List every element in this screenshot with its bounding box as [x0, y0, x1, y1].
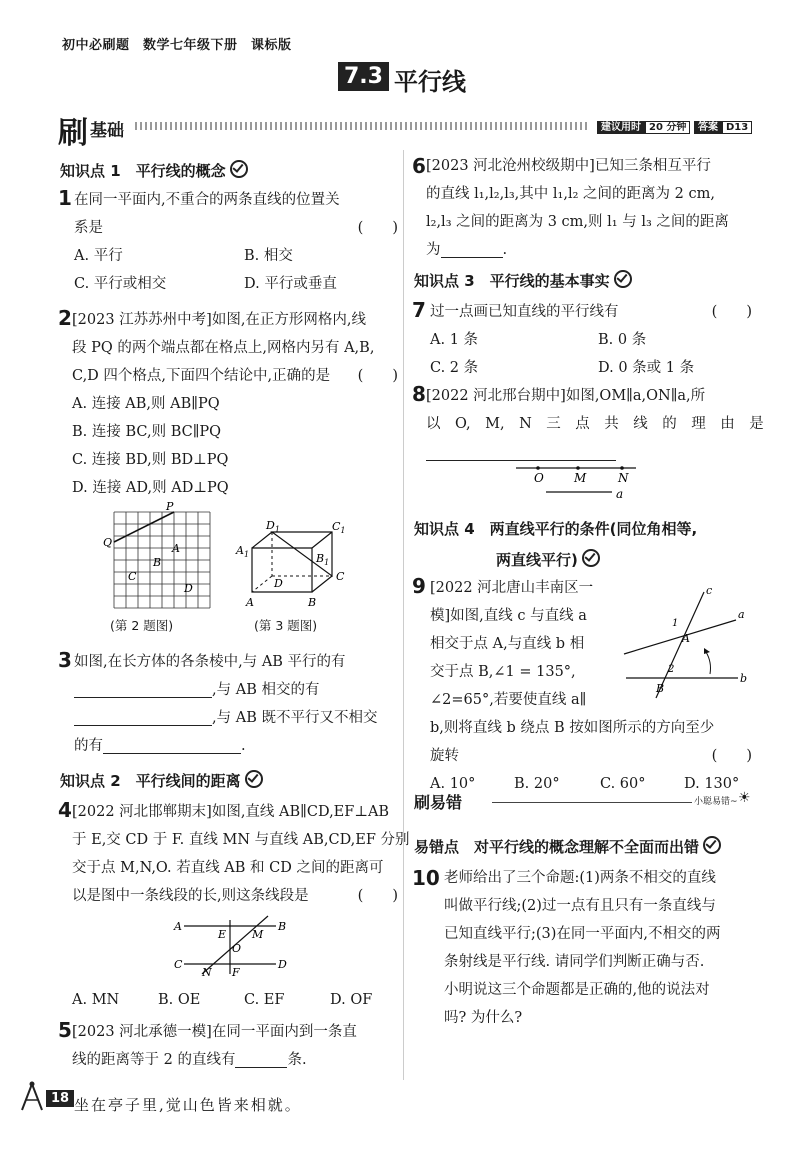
- option-a[interactable]: A. 连接 AB,则 AB∥PQ: [72, 396, 220, 412]
- answer-parenthesis[interactable]: ( ): [357, 220, 398, 236]
- label-b: B: [153, 556, 162, 569]
- knowledge-point-2: [60, 768, 263, 791]
- option-a[interactable]: A. 1 条: [430, 332, 479, 348]
- question-number: 1: [58, 186, 72, 210]
- question-number: 3: [58, 648, 72, 672]
- question-number: 9: [412, 574, 426, 598]
- footer-quote: 坐在亭子里,觉山色皆来相就。: [74, 1096, 302, 1114]
- q6-text-line4: 为: [426, 242, 441, 258]
- option-b[interactable]: B. OE: [158, 992, 201, 1008]
- label-o: O: [534, 471, 544, 485]
- bar-rule: [492, 802, 692, 803]
- question-6: [412, 152, 752, 264]
- question-number: 6: [412, 154, 426, 178]
- figure-3-cuboid: [232, 518, 354, 610]
- page-number: 18: [46, 1090, 74, 1107]
- q9-text-line5: ∠2=65°,若要使直线 a∥: [430, 692, 587, 708]
- question-number: 2: [58, 306, 72, 330]
- option-c[interactable]: C. 60°: [600, 776, 646, 792]
- option-d[interactable]: D. 130°: [684, 776, 740, 792]
- question-number: 10: [412, 866, 440, 890]
- label-f: F: [232, 966, 240, 979]
- answer-blank[interactable]: [74, 707, 212, 726]
- question-1: [58, 186, 398, 298]
- option-d[interactable]: D. 平行或垂直: [244, 276, 337, 292]
- figure-2-grid: [100, 500, 220, 612]
- option-a[interactable]: A. 10°: [430, 776, 476, 792]
- label-c: C: [336, 570, 345, 583]
- label-d: D: [184, 582, 193, 595]
- q1-text-line1: 在同一平面内,不重合的两条直线的位置关: [74, 192, 340, 208]
- label-d: D: [278, 958, 287, 971]
- question-7: [412, 298, 752, 382]
- question-number: 8: [412, 382, 426, 406]
- label-c1: $C_1$: [332, 520, 346, 535]
- answer-blank[interactable]: [74, 679, 212, 698]
- q2-text-line1: [2023 江苏苏州中考]如图,在正方形网格内,线: [72, 312, 367, 328]
- q10-text-line5: 小明说这三个命题都是正确的,他的说法对: [444, 982, 710, 998]
- option-c[interactable]: C. EF: [244, 992, 285, 1008]
- label-m: M: [252, 928, 264, 941]
- time-badge: [597, 118, 690, 135]
- option-c[interactable]: C. 2 条: [430, 360, 479, 376]
- question-4: [58, 798, 410, 910]
- figure-8-diagram: [506, 458, 646, 504]
- q5-text-line1: [2023 河北承德一模]在同一平面内到一条直: [72, 1024, 357, 1040]
- label-point-b: B: [656, 682, 665, 695]
- label-c: c: [706, 584, 713, 597]
- option-c[interactable]: C. 平行或相交: [74, 276, 167, 292]
- label-e: E: [218, 928, 227, 941]
- q8-text-line1: [2022 河北邢台期中]如图,OM∥a,ON∥a,所: [426, 388, 706, 404]
- period: .: [502, 242, 508, 258]
- label-a: A: [246, 596, 254, 609]
- option-a[interactable]: A. MN: [72, 992, 120, 1008]
- easy-mistake-title: 易错点 对平行线的概念理解不全面而出错: [414, 838, 700, 856]
- answer-label: 答案: [694, 121, 722, 134]
- label-n: N: [202, 966, 212, 979]
- label-angle-1: 1: [672, 618, 679, 629]
- q5-tail: 条.: [287, 1052, 307, 1068]
- answer-blank[interactable]: [103, 735, 241, 754]
- kp1-title: 知识点 1 平行线的概念: [60, 162, 226, 180]
- compass-icon: [18, 1080, 46, 1114]
- knowledge-point-4: [414, 518, 697, 570]
- q4-text-line4: 以是图中一条线段的长,则这条线段是: [72, 888, 309, 904]
- q10-text-line3: 已知直线平行;(3)在同一平面内,不相交的两: [444, 926, 721, 942]
- label-b: B: [308, 596, 317, 609]
- q6-text-line1: [2023 河北沧州校级期中]已知三条相互平行: [426, 158, 711, 174]
- time-value: 20 分钟: [645, 121, 690, 134]
- label-m: M: [574, 471, 587, 485]
- label-b: b: [740, 672, 748, 685]
- answer-blank[interactable]: [235, 1049, 287, 1068]
- q1-text-line2: 系是: [74, 220, 103, 236]
- check-icon: [245, 770, 263, 788]
- question-number: 7: [412, 298, 426, 322]
- label-a: a: [616, 487, 624, 501]
- kp3-title: 知识点 3 平行线的基本事实: [414, 272, 610, 290]
- q9-text-line4: 交于点 B,∠1 = 135°,: [430, 664, 576, 680]
- answer-parenthesis[interactable]: ( ): [357, 888, 398, 904]
- band-label: 基础: [90, 121, 124, 141]
- time-label: 建议用时: [597, 121, 645, 134]
- answer-parenthesis[interactable]: ( ): [357, 368, 398, 384]
- q9-text-line6: b,则将直线 b 绕点 B 按如图所示的方向至少: [430, 720, 715, 736]
- q10-text-line4: 条射线是平行线. 请同学们判断正确与否.: [444, 954, 705, 970]
- column-divider: [403, 150, 404, 1080]
- answer-blank[interactable]: [441, 239, 503, 258]
- check-icon: [703, 836, 721, 854]
- band-dotted-rule: [135, 122, 590, 130]
- q10-text-line2: 叫做平行线;(2)过一点有且只有一条直线与: [444, 898, 716, 914]
- q10-text-line1: 老师给出了三个命题:(1)两条不相交的直线: [444, 870, 716, 886]
- q5-text-line2: 线的距离等于 2 的直线有: [72, 1052, 236, 1068]
- answer-parenthesis[interactable]: ( ): [711, 304, 752, 320]
- figure-4-diagram: [172, 912, 292, 980]
- label-d: D: [274, 577, 283, 590]
- question-number: 4: [58, 798, 72, 822]
- question-3: [58, 648, 398, 760]
- label-n: N: [618, 471, 629, 485]
- question-number: 5: [58, 1018, 72, 1042]
- answer-value: D13: [722, 121, 752, 134]
- q10-text-line6: 吗? 为什么?: [444, 1010, 523, 1026]
- answer-badge: [694, 118, 752, 135]
- check-icon: [614, 270, 632, 288]
- question-2: [58, 306, 398, 502]
- q3-text-line4: 的有: [74, 738, 103, 754]
- label-point-a: A: [682, 632, 690, 645]
- option-d[interactable]: D. 0 条或 1 条: [598, 360, 695, 376]
- easy-mistake-point: [414, 834, 721, 857]
- q4-text-line1: [2022 河北邯郸期末]如图,直线 AB∥CD,EF⊥AB: [72, 804, 390, 820]
- question-10: [412, 864, 752, 1032]
- figure-2-caption: (第 2 题图): [110, 618, 174, 633]
- label-b: B: [278, 920, 287, 933]
- option-b[interactable]: B. 20°: [514, 776, 560, 792]
- q9-text-line3: 相交于点 A,与直线 b 相: [430, 636, 585, 652]
- label-q: Q: [103, 536, 113, 549]
- q2-text-line2: 段 PQ 的两个端点都在格点上,网格内另有 A,B,: [72, 340, 375, 356]
- q8-text-line2: 以 O, M, N 三 点 共 线 的 理 由 是: [426, 416, 764, 432]
- option-d[interactable]: D. OF: [330, 992, 373, 1008]
- question-8: [412, 382, 764, 461]
- answer-parenthesis[interactable]: ( ): [711, 748, 752, 764]
- option-b[interactable]: B. 0 条: [598, 332, 647, 348]
- option-a[interactable]: A. 平行: [74, 248, 123, 264]
- option-c[interactable]: C. 连接 BD,则 BD⊥PQ: [72, 452, 229, 468]
- label-c: C: [174, 958, 183, 971]
- q4-text-line3: 交于点 M,N,O. 若直线 AB 和 CD 之间的距离可: [72, 860, 384, 876]
- q7-text-line1: 过一点画已知直线的平行线有: [430, 304, 619, 320]
- label-a1: $A_1$: [236, 544, 250, 559]
- book-series-header: 初中必刷题 数学七年级下册 课标版: [62, 38, 292, 53]
- knowledge-point-1: [60, 158, 248, 181]
- kp4-title-line2: 两直线平行): [496, 551, 578, 569]
- q3-text-line1: 如图,在长方体的各条棱中,与 AB 平行的有: [74, 654, 346, 670]
- figure-3-caption: (第 3 题图): [254, 618, 318, 633]
- q2-text-line3: C,D 四个格点,下面四个结论中,正确的是: [72, 368, 331, 384]
- label-p: P: [166, 500, 174, 513]
- figure-9-diagram: [620, 582, 754, 700]
- option-d[interactable]: D. 连接 AD,则 AD⊥PQ: [72, 480, 229, 496]
- kp2-title: 知识点 2 平行线间的距离: [60, 772, 241, 790]
- kp4-title-line1: 知识点 4 两直线平行的条件(同位角相等,: [414, 520, 698, 538]
- q9-text-line7: 旋转: [430, 748, 459, 764]
- label-b1: $B_1$: [316, 552, 330, 567]
- sun-icon: ☀: [738, 790, 751, 806]
- section-number: 7.3: [338, 62, 389, 91]
- label-o: O: [232, 942, 242, 955]
- q3-text-line2: ,与 AB 相交的有: [212, 682, 320, 698]
- check-icon: [230, 160, 248, 178]
- option-b[interactable]: B. 相交: [244, 248, 293, 264]
- q9-text-line2: 模]如图,直线 c 与直线 a: [430, 608, 587, 624]
- label-a: A: [172, 542, 180, 555]
- q9-text-line1: [2022 河北唐山丰南区一: [430, 580, 594, 596]
- option-b[interactable]: B. 连接 BC,则 BC∥PQ: [72, 424, 222, 440]
- easy-mistake-label: 刷易错: [414, 793, 463, 812]
- label-a: A: [174, 920, 182, 933]
- check-icon: [582, 549, 600, 567]
- period: .: [241, 738, 246, 754]
- q3-text-line3: ,与 AB 既不平行又不相交: [212, 710, 378, 726]
- label-angle-2: 2: [668, 664, 675, 675]
- easy-mistake-bar: [412, 790, 752, 814]
- label-a: a: [738, 608, 745, 621]
- q6-text-line3: l₂,l₃ 之间的距离为 3 cm,则 l₁ 与 l₃ 之间的距离: [426, 214, 729, 230]
- knowledge-point-3: [414, 268, 632, 291]
- band-shua-glyph: 刷: [58, 116, 88, 151]
- label-d1: $D_1$: [266, 519, 280, 534]
- q4-text-line2: 于 E,交 CD 于 F. 直线 MN 与直线 AB,CD,EF 分别: [72, 832, 410, 848]
- section-title: 平行线: [394, 68, 466, 96]
- label-c: C: [128, 570, 137, 583]
- question-5: [58, 1018, 398, 1074]
- q6-text-line2: 的直线 l₁,l₂,l₃,其中 l₁,l₂ 之间的距离为 2 cm,: [426, 186, 715, 202]
- easy-mistake-hint: 小聪易错~: [694, 797, 738, 807]
